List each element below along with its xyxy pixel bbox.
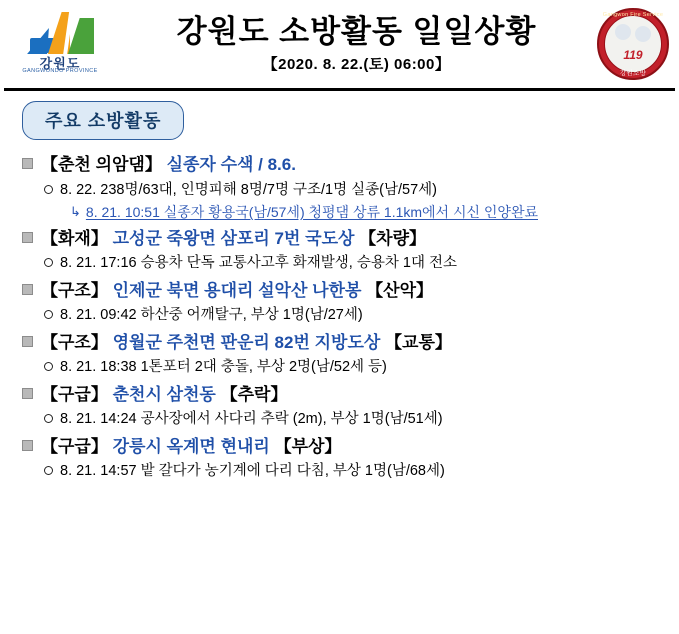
section-badge: 주요 소방활동 <box>22 101 184 140</box>
square-bullet-icon <box>22 388 33 399</box>
logo-mark <box>28 12 94 56</box>
incident-heading <box>22 278 671 304</box>
incident-category: 【구급】 <box>41 384 108 404</box>
incident-subtype: 【산악】 <box>366 280 433 300</box>
incident-location: 인제군 북면 용대리 설악산 나한봉 <box>112 280 362 300</box>
incident-detail <box>22 460 671 482</box>
incident-location: 고성군 죽왕면 삼포리 7번 국도상 <box>112 228 355 248</box>
arrow-down-right-icon: ↳ <box>70 203 81 219</box>
incident-detail <box>22 408 671 430</box>
emblem-bottom-text: 강원소방 <box>619 70 647 77</box>
incident-heading <box>22 330 671 356</box>
incident-location: 춘천시 삼천동 <box>112 384 216 404</box>
square-bullet-icon <box>22 336 33 347</box>
incident-heading <box>22 434 671 460</box>
incident-category: 【춘천 의암댐】 <box>41 155 162 174</box>
emblem-number: 119 <box>623 48 643 62</box>
fire-service-emblem-icon <box>597 8 669 80</box>
incident-detail-text: 8. 21. 17:16 승용차 단독 교통사고후 화재발생, 승용차 1대 전소 <box>60 255 458 272</box>
document-header <box>0 0 679 88</box>
circle-bullet-icon <box>44 310 53 319</box>
circle-bullet-icon <box>44 258 53 267</box>
circle-bullet-icon <box>44 185 53 194</box>
incident-category: 【구조】 <box>41 332 108 352</box>
title-block <box>106 14 597 75</box>
circle-bullet-icon <box>44 414 53 423</box>
incident-heading <box>22 226 671 252</box>
incident-detail <box>22 304 671 326</box>
incident-location: 영월군 주천면 판운리 82번 지방도상 <box>112 332 381 352</box>
page-title: 강원도 소방활동 일일상황 <box>176 13 537 49</box>
incident-detail <box>22 356 671 378</box>
square-bullet-icon <box>22 440 33 451</box>
incident-detail <box>22 179 671 201</box>
list-item <box>22 330 671 379</box>
circle-bullet-icon <box>44 362 53 371</box>
incident-note-text: 8. 21. 10:51 실종자 황용국(남/57세) 청평댐 상류 1.1km에서 시신 인양완료 <box>85 203 538 220</box>
incident-category: 【구조】 <box>41 280 108 300</box>
emblem-top-text: Gangwon Fire Service <box>602 12 664 18</box>
square-bullet-icon <box>22 284 33 295</box>
incident-detail <box>22 252 671 274</box>
list-item <box>22 382 671 431</box>
incident-list <box>0 146 679 483</box>
list-item <box>22 278 671 327</box>
incident-subtype: 【차량】 <box>359 228 427 248</box>
emblem-inner <box>604 15 662 73</box>
logo-subcaption: GANGWONDO PROVINCE <box>22 68 98 74</box>
incident-note <box>22 202 671 223</box>
incident-location: 실종자 수색 / 8.6. <box>166 155 296 174</box>
incident-heading <box>22 382 671 408</box>
incident-detail-text: 8. 21. 09:42 하산중 어깨탈구, 부상 1명(남/27세) <box>60 307 363 324</box>
gangwon-province-logo-icon <box>14 8 106 80</box>
incident-subtype: 【교통】 <box>385 332 452 352</box>
logo-caption: 강원도 <box>39 56 81 71</box>
incident-subtype: 【부상】 <box>274 436 342 456</box>
square-bullet-icon <box>22 232 33 243</box>
list-item <box>22 152 671 223</box>
report-datetime: 【2020. 8. 22.(토) 06:00】 <box>262 56 451 74</box>
logo-shape-green <box>68 18 94 54</box>
incident-category: 【구급】 <box>41 436 108 456</box>
incident-location: 강릉시 옥계면 현내리 <box>112 436 270 456</box>
list-item <box>22 226 671 275</box>
incident-subtype: 【추락】 <box>220 384 288 404</box>
incident-category: 【화재】 <box>41 228 108 248</box>
incident-detail-text: 8. 21. 14:57 밭 갈다가 농기계에 다리 다침, 부상 1명(남/68세) <box>60 463 445 480</box>
circle-bullet-icon <box>44 466 53 475</box>
incident-detail-text: 8. 21. 18:38 1톤포터 2대 충돌, 부상 2명(남/52세 등) <box>60 359 387 376</box>
list-item <box>22 434 671 483</box>
incident-detail-text: 8. 22. 238명/63대, 인명피해 8명/7명 구조/1명 실종(남/57세) <box>60 181 437 198</box>
incident-detail-text: 8. 21. 14:24 공사장에서 사다리 추락 (2m), 부상 1명(남/51세) <box>60 411 443 428</box>
incident-heading <box>22 152 671 178</box>
square-bullet-icon <box>22 158 33 169</box>
section-header <box>0 91 679 146</box>
